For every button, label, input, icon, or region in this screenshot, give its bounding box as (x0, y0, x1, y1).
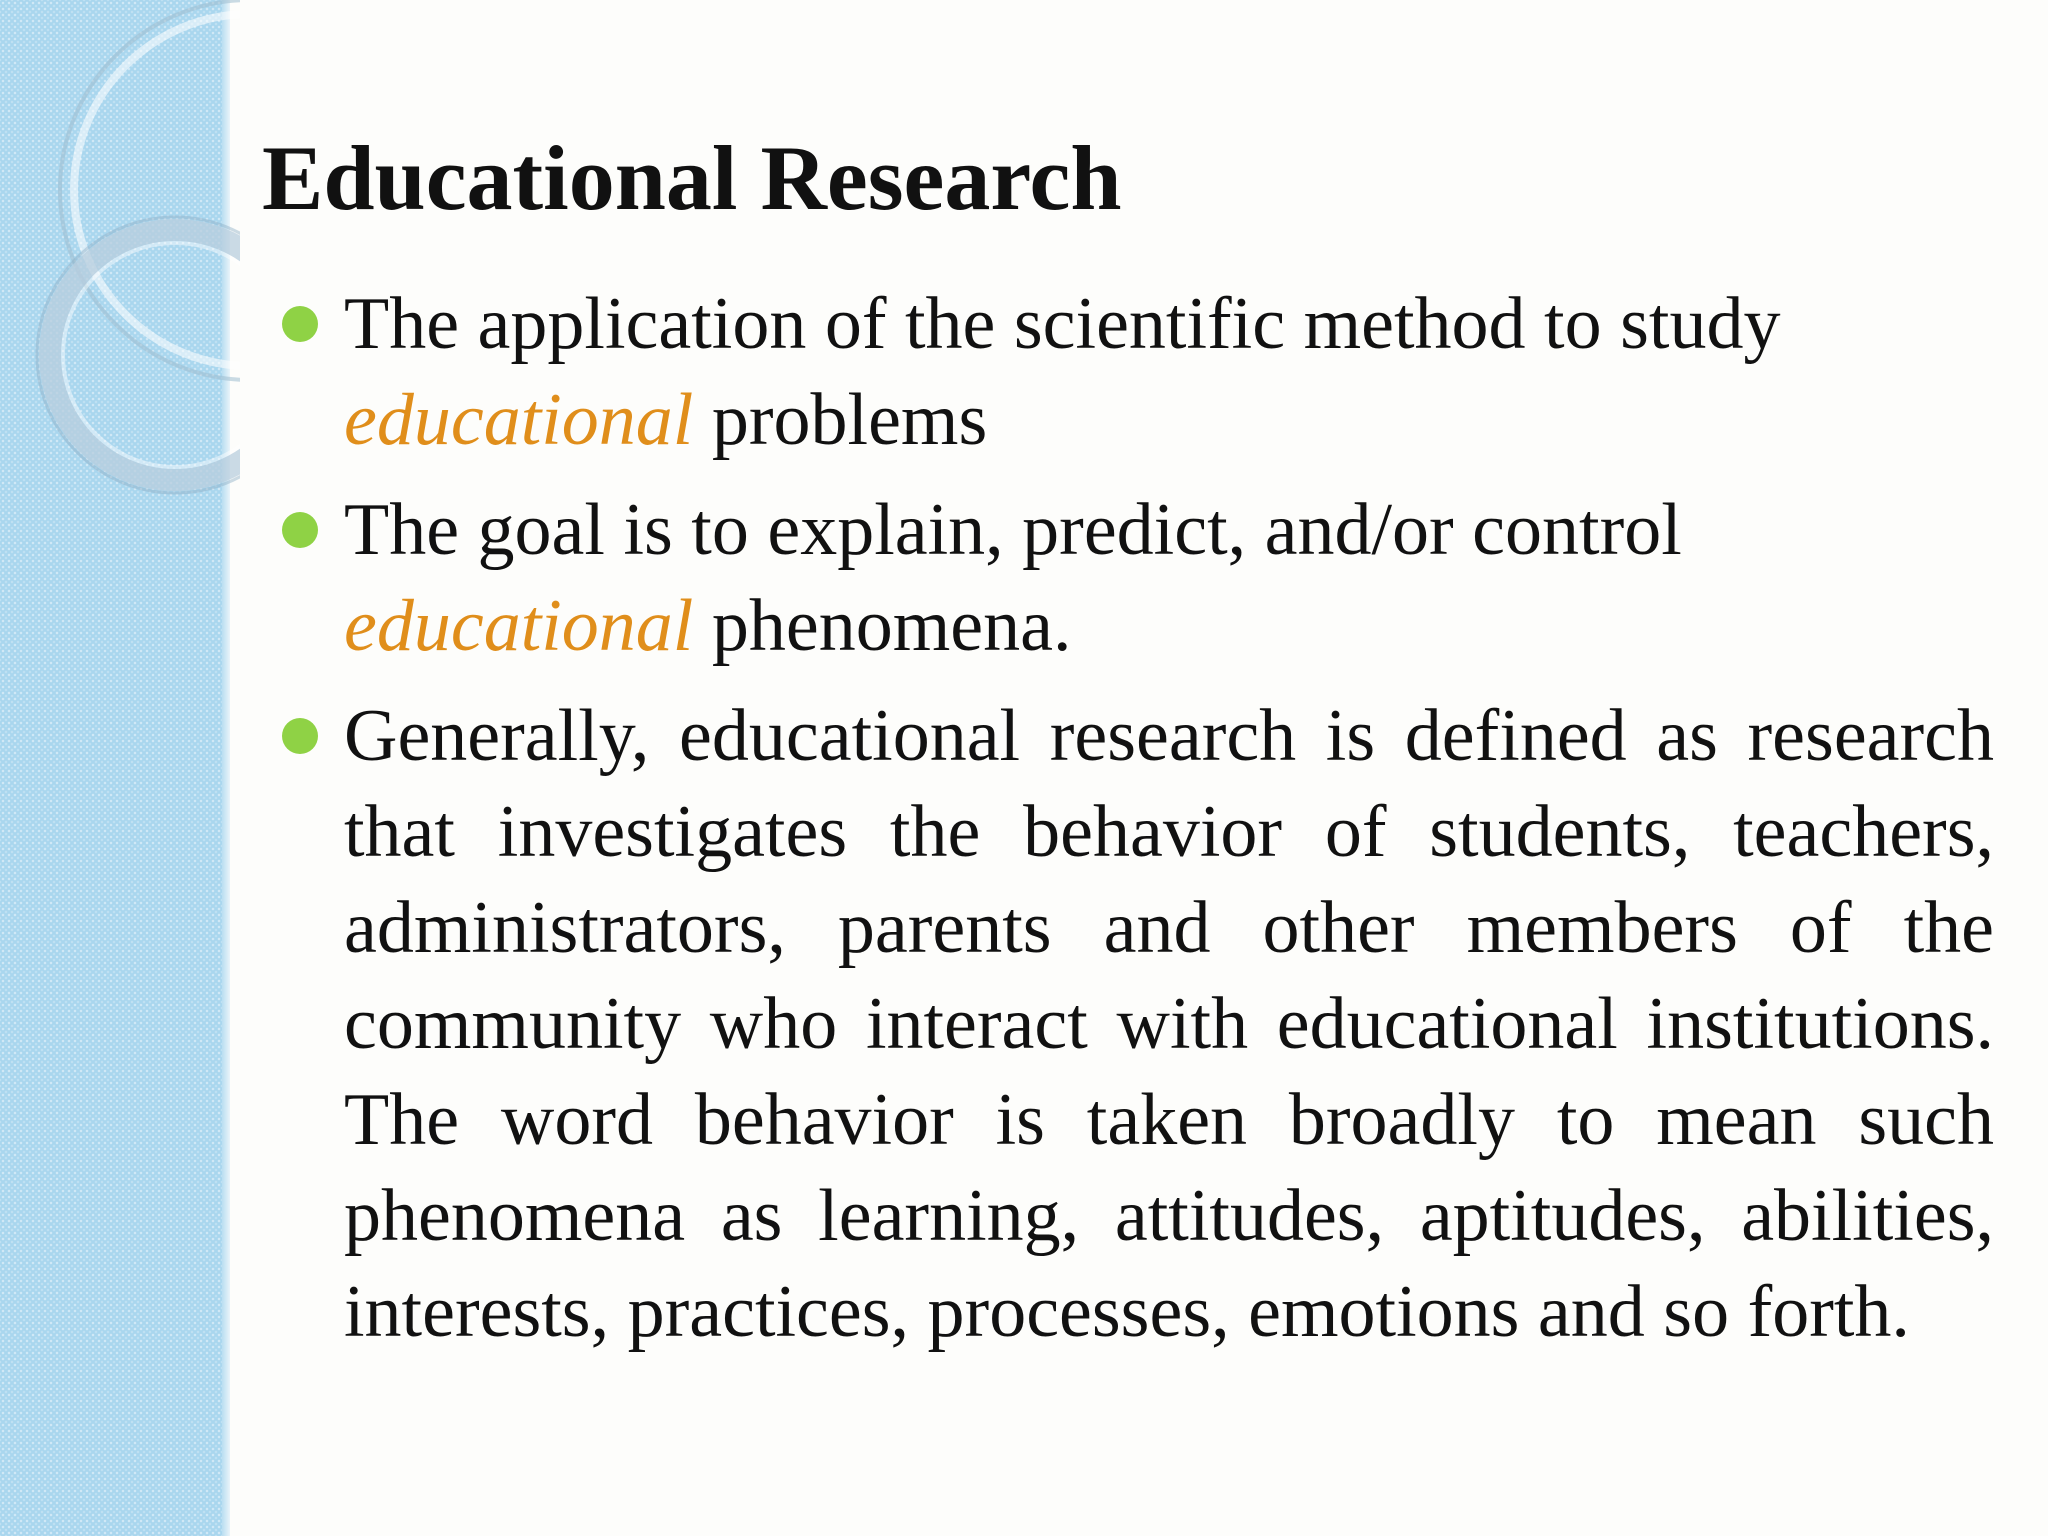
bullet-list (282, 276, 1994, 1374)
bullet-2-text: The goal is to explain, predict, and/or control (344, 489, 1682, 571)
bullet-1-emphasis: educational (344, 379, 694, 461)
bullet-2-emphasis: educational (344, 585, 694, 667)
rings-decoration-icon (0, 0, 240, 520)
bullet-1-text: The application of the scientific method to study (344, 283, 1781, 365)
bullet-item-3 (282, 688, 1994, 1360)
bullet-item-2 (282, 482, 1994, 674)
bullet-item-1 (282, 276, 1994, 468)
bullet-1-rest: problems (693, 379, 988, 461)
bullet-dot-icon (282, 306, 318, 342)
slide-title: Educational Research (262, 127, 1122, 229)
bullet-3-text: Generally, educational research is defined as research that investigates the behavior of students, teachers, administrators, parents and other members of the community who interact with educational institutions. The word behavior is taken broadly to mean such phenomena as learning, attitudes, aptitudes, abilities, interests, practices, processes, emotions and so forth. (344, 695, 1994, 1353)
bullet-dot-icon (282, 512, 318, 548)
bullet-2-rest: phenomena. (693, 585, 1072, 667)
bullet-dot-icon (282, 718, 318, 754)
